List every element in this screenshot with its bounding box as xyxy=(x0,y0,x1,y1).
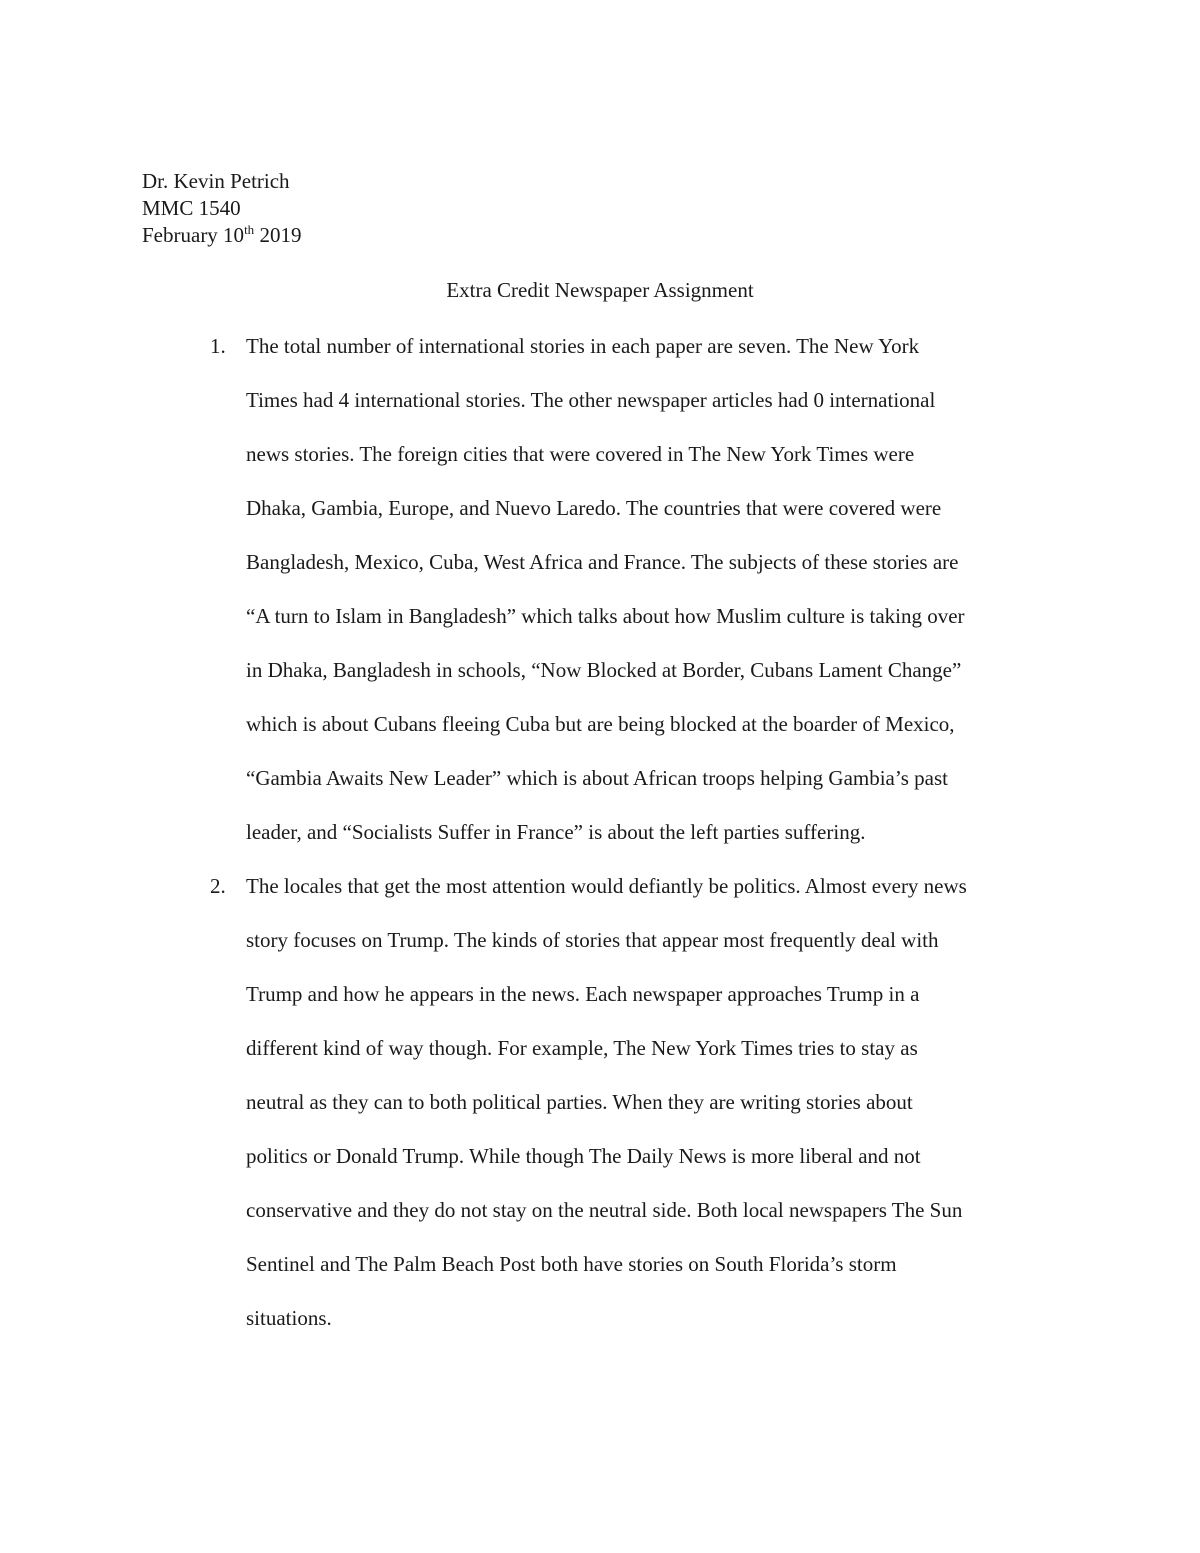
answer-line: leader, and “Socialists Suffer in France” is about the left parties suffering. xyxy=(246,820,866,844)
answer-line: news stories. The foreign cities that were covered in The New York Times were xyxy=(246,442,915,466)
answer-line: politics or Donald Trump. While though The Daily News is more liberal and not xyxy=(246,1144,921,1168)
answer-line: Trump and how he appears in the news. Each newspaper approaches Trump in a xyxy=(246,982,920,1006)
instructor-name: Dr. Kevin Petrich xyxy=(142,169,290,193)
answer-line: neutral as they can to both political parties. When they are writing stories about xyxy=(246,1090,913,1114)
answer-line: “A turn to Islam in Bangladesh” which talks about how Muslim culture is taking over xyxy=(246,604,965,628)
answer-line: Times had 4 international stories. The other newspaper articles had 0 international xyxy=(246,388,936,412)
list-number: 1. xyxy=(210,334,226,358)
date-year: 2019 xyxy=(254,223,302,247)
answer-line: The total number of international stories in each paper are seven. The New York xyxy=(246,334,920,358)
answer-line: Dhaka, Gambia, Europe, and Nuevo Laredo. The countries that were covered were xyxy=(246,496,942,520)
document-title: Extra Credit Newspaper Assignment xyxy=(446,278,754,302)
answer-line: conservative and they do not stay on the neutral side. Both local newspapers The Sun xyxy=(246,1198,963,1222)
answer-line: situations. xyxy=(246,1306,332,1330)
answer-line: The locales that get the most attention would defiantly be politics. Almost every news xyxy=(246,874,967,898)
date-month-day: February 10 xyxy=(142,223,245,247)
answer-line: “Gambia Awaits New Leader” which is about African troops helping Gambia’s past xyxy=(246,766,948,790)
answer-line: in Dhaka, Bangladesh in schools, “Now Blocked at Border, Cubans Lament Change” xyxy=(246,658,962,682)
answer-line: Bangladesh, Mexico, Cuba, West Africa and France. The subjects of these stories are xyxy=(246,550,959,574)
answer-line: different kind of way though. For example, The New York Times tries to stay as xyxy=(246,1036,918,1060)
document-date xyxy=(142,222,301,249)
answer-line: story focuses on Trump. The kinds of stories that appear most frequently deal with xyxy=(246,928,939,952)
answer-line: Sentinel and The Palm Beach Post both have stories on South Florida’s storm xyxy=(246,1252,897,1276)
answer-line: which is about Cubans fleeing Cuba but are being blocked at the boarder of Mexico, xyxy=(246,712,955,736)
list-number: 2. xyxy=(210,874,226,898)
document-header xyxy=(142,168,301,249)
date-suffix: th xyxy=(244,222,255,237)
course-code: MMC 1540 xyxy=(142,196,241,220)
